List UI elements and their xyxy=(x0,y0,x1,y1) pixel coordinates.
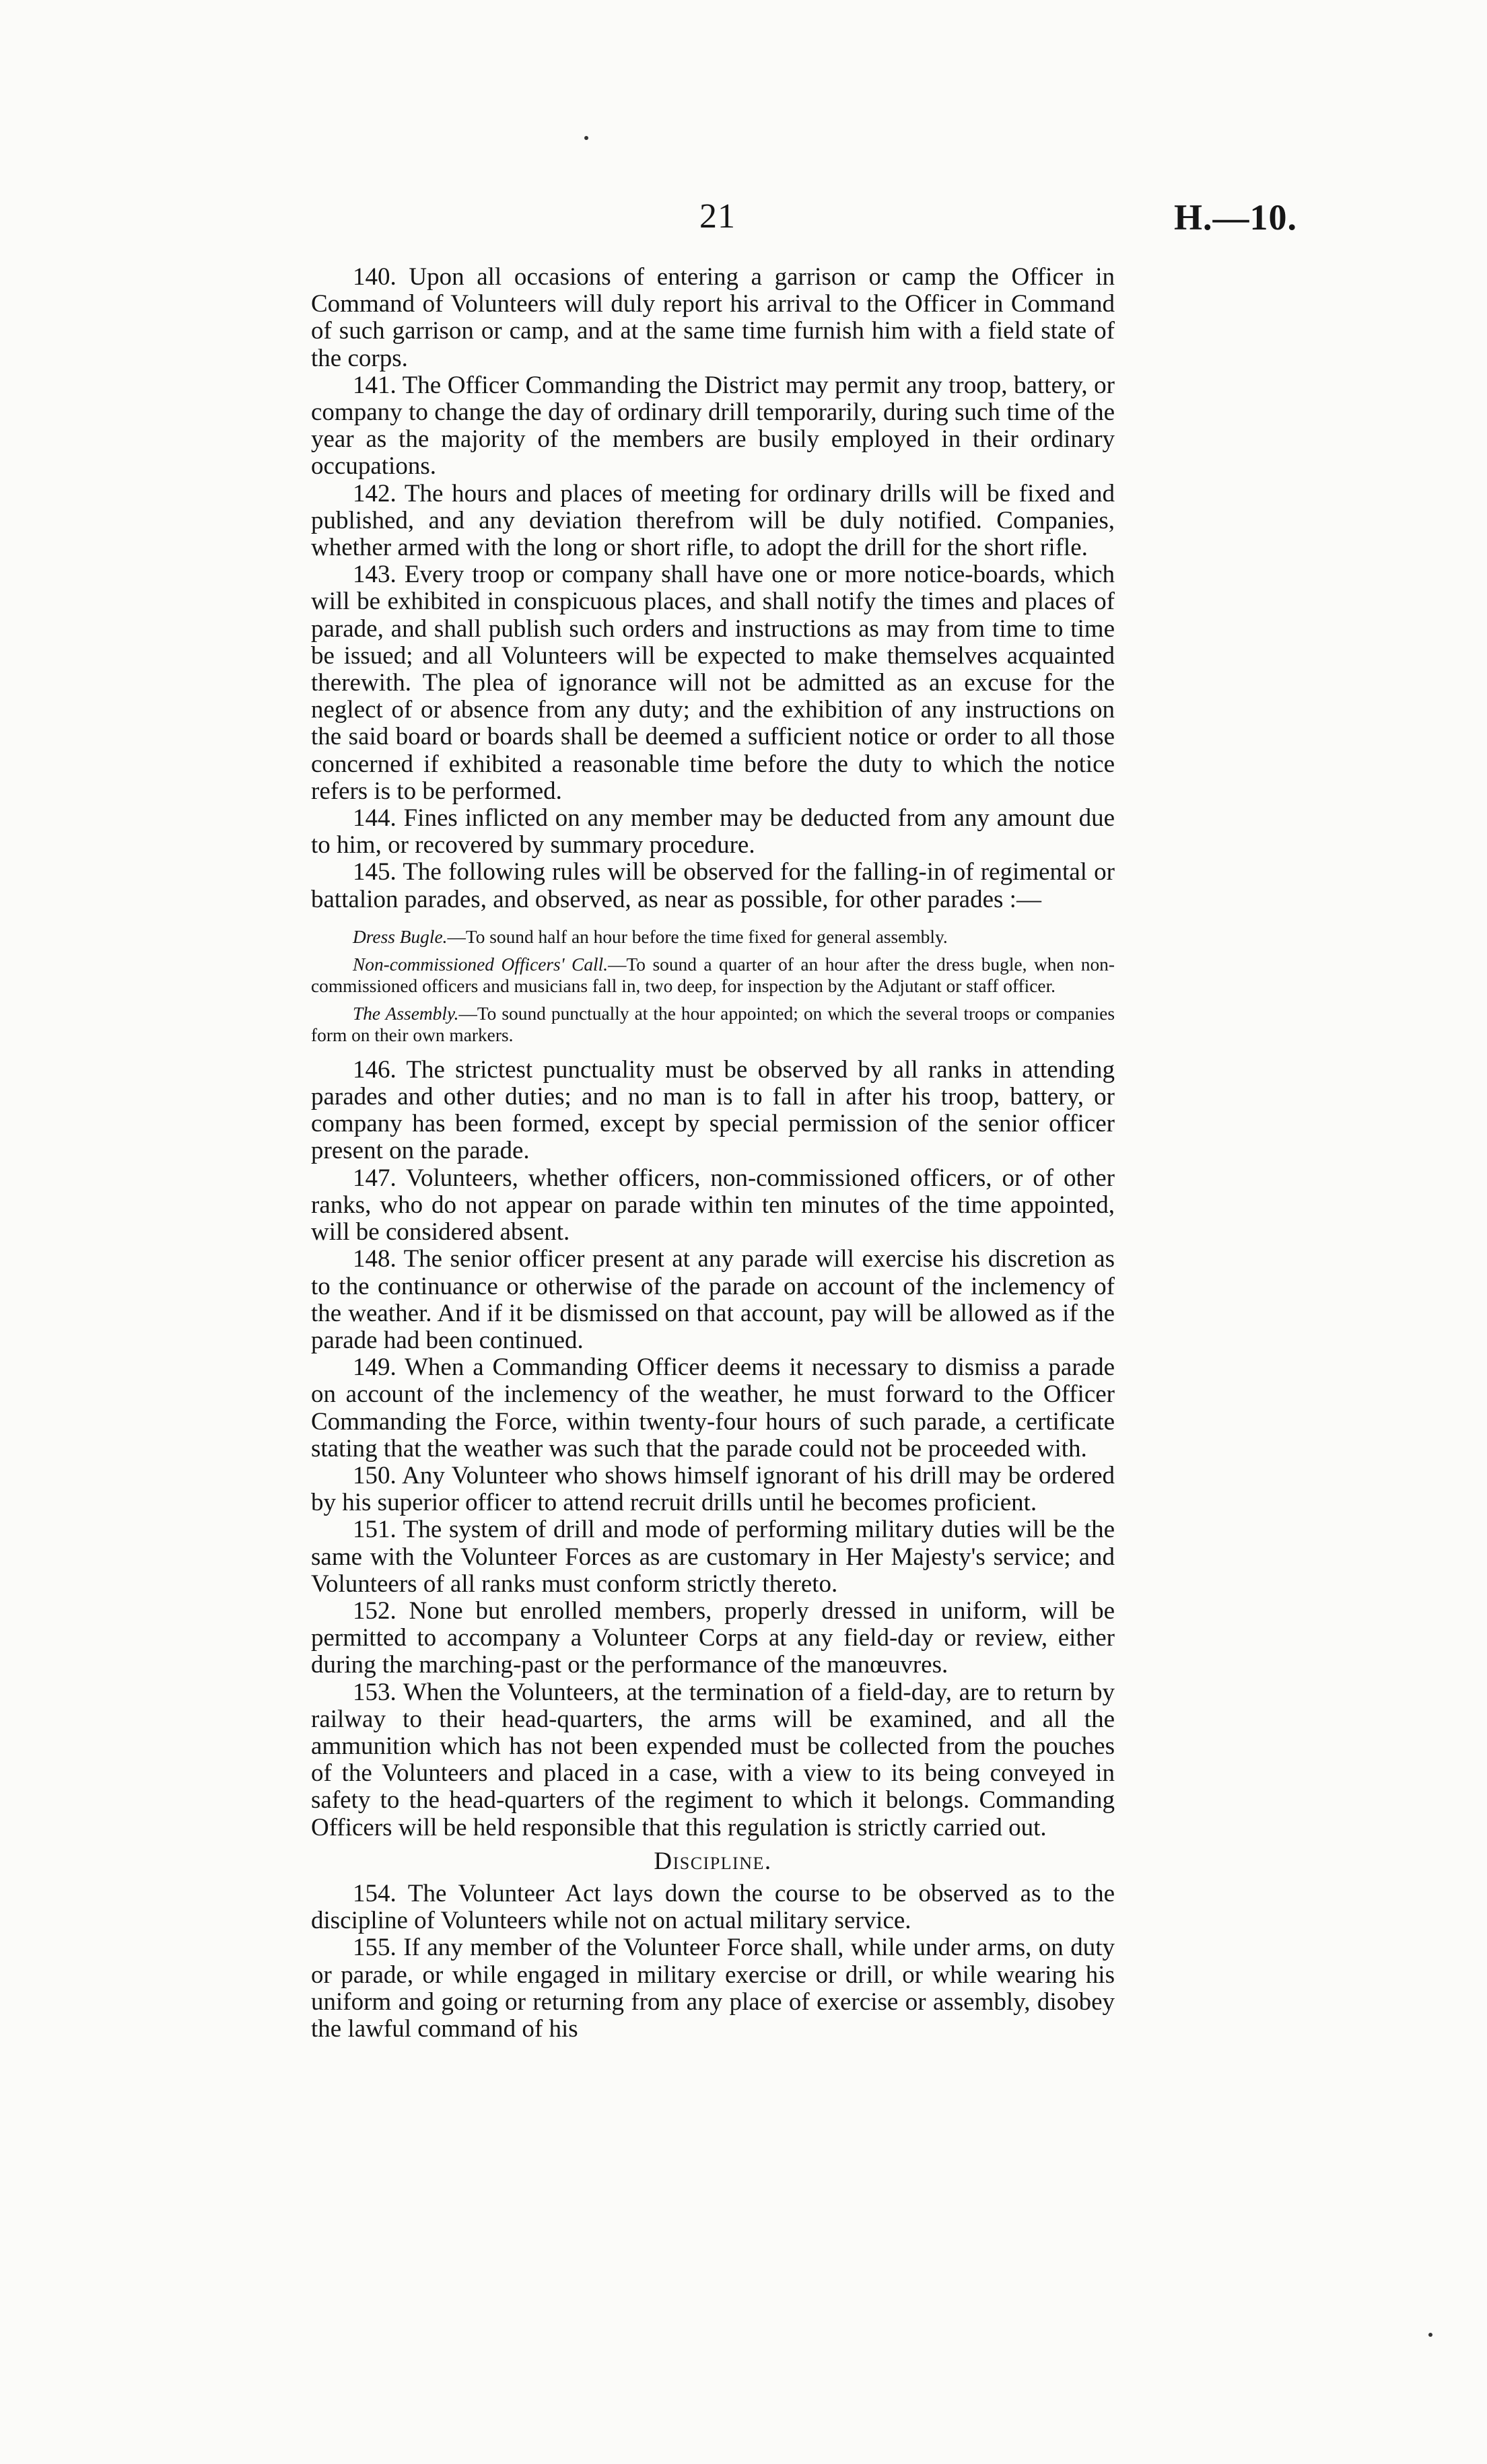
page-number: 21 xyxy=(699,197,736,236)
paragraph-text: When a Commanding Officer deems it necessary to dismiss a parade on account of the inclemency of the weather, he must forward to the Officer Commanding the Force, within twenty-four hours of such parade, a certificate stating that the weather was such that the parade could not be proceeded with. xyxy=(311,1353,1115,1463)
paragraph-number: 145. xyxy=(353,858,396,886)
call-nco xyxy=(311,954,1115,997)
paragraph-text: If any member of the Volunteer Force shall, while under arms, on duty or parade, or while engaged in military exercise or drill, or while wearing his uniform and going or returning from any place of exercise or assembly, disobey the lawful command of his xyxy=(311,1934,1115,2043)
call-name: Non-commissioned Officers' Call. xyxy=(353,954,609,975)
paragraph-text: The system of drill and mode of performing military duties will be the same with the Volunteer Forces as are customary in Her Majesty's service; and Volunteers of all ranks must conform strictly thereto. xyxy=(311,1516,1115,1598)
paragraph-text: When the Volunteers, at the termination of a field-day, are to return by railway to their head-quarters, the arms will be examined, and all the ammunition which has not been expended must be collected from the pouches of the Volunteers and placed in a case, with a view to its being conveyed in safety to the head-quarters of the regiment to which it belongs. Commanding Officers will be held responsible that this regulation is strictly carried out. xyxy=(311,1678,1115,1841)
print-speck xyxy=(1428,2333,1432,2337)
body-text xyxy=(311,264,1115,2043)
print-speck xyxy=(584,136,588,140)
call-text: —To sound half an hour before the time fixed for general assembly. xyxy=(447,926,948,947)
paragraph-154 xyxy=(311,1880,1115,1934)
paragraph-text: Upon all occasions of entering a garrison or camp the Officer in Command of Volunteers will duly report his arrival to the Officer in Command of such garrison or camp, and at the same time furnish him with a field state of the corps. xyxy=(311,263,1115,372)
paragraph-number: 153. xyxy=(353,1678,396,1706)
paragraph-145 xyxy=(311,859,1115,913)
paragraph-number: 150. xyxy=(353,1461,396,1489)
paragraph-153 xyxy=(311,1679,1115,1841)
paragraph-number: 155. xyxy=(353,1934,396,1962)
paragraph-148 xyxy=(311,1246,1115,1354)
paragraph-143 xyxy=(311,561,1115,805)
call-text: —To sound punctually at the hour appointed; on which the several troops or companies form on their own markers. xyxy=(311,1003,1115,1045)
paragraph-text: The following rules will be observed for the falling-in of regimental or battalion parades, and observed, as near as possible, for other parades :— xyxy=(311,858,1115,913)
paragraph-text: The strictest punctuality must be observed by all ranks in attending parades and other duties; and no man is to fall in after his troop, battery, or company has been formed, except by special permission of the senior officer present on the parade. xyxy=(311,1055,1115,1165)
paragraph-number: 148. xyxy=(353,1245,396,1273)
paragraph-number: 144. xyxy=(353,804,396,833)
document-reference: H.—10. xyxy=(1173,197,1297,238)
paragraph-number: 140. xyxy=(353,263,396,291)
paragraph-number: 149. xyxy=(353,1353,396,1382)
paragraph-number: 151. xyxy=(353,1516,396,1544)
paragraph-144 xyxy=(311,805,1115,859)
paragraph-141 xyxy=(311,372,1115,481)
bugle-calls xyxy=(311,926,1115,1046)
paragraph-number: 141. xyxy=(353,371,396,399)
paragraph-142 xyxy=(311,481,1115,562)
paragraph-155 xyxy=(311,1934,1115,2043)
paragraph-147 xyxy=(311,1165,1115,1246)
paragraph-number: 146. xyxy=(353,1055,396,1084)
paragraph-number: 147. xyxy=(353,1164,396,1192)
paragraph-number: 152. xyxy=(353,1596,396,1625)
paragraph-number: 143. xyxy=(353,561,396,589)
paragraph-149 xyxy=(311,1354,1115,1463)
paragraph-150 xyxy=(311,1463,1115,1516)
paragraph-text: The senior officer present at any parade will exercise his discretion as to the continuance or otherwise of the parade on account of the inclemency of the weather. And if it be dismissed on that account, pay will be allowed as if the parade had been continued. xyxy=(311,1245,1115,1354)
paragraph-number: 154. xyxy=(353,1879,396,1907)
call-name: The Assembly. xyxy=(353,1003,459,1024)
paragraph-151 xyxy=(311,1516,1115,1598)
paragraph-146 xyxy=(311,1057,1115,1165)
paragraph-number: 142. xyxy=(353,479,396,507)
call-name: Dress Bugle. xyxy=(353,926,448,947)
paragraph-text: The Officer Commanding the District may permit any troop, battery, or company to change the day of ordinary drill temporarily, during such time of the year as the majority of the members are busily employed in their ordinary occupations. xyxy=(311,371,1115,481)
paragraph-text: The hours and places of meeting for ordinary drills will be fixed and published, and any deviation therefrom will be duly notified. Companies, whether armed with the long or short rifle, to adopt the drill for the short rifle. xyxy=(311,479,1115,562)
paragraph-text: The Volunteer Act lays down the course to be observed as to the discipline of Volunteers while not on actual military service. xyxy=(311,1879,1115,1935)
paragraph-text: Volunteers, whether officers, non-commissioned officers, or of other ranks, who do not appear on parade within ten minutes of the time appointed, will be considered absent. xyxy=(311,1164,1115,1246)
paragraph-text: Fines inflicted on any member may be deducted from any amount due to him, or recovered by summary procedure. xyxy=(311,804,1115,859)
paragraph-text: Every troop or company shall have one or more notice-boards, which will be exhibited in conspicuous places, and shall notify the times and places of parade, and shall publish such orders and instructions as may from time to time be issued; and all Volunteers will be expected to make themselves acquainted therewith. The plea of ignorance will not be admitted as an excuse for the neglect of or absence from any duty; and the exhibition of any instructions on the said board or boards shall be deemed a sufficient notice or order to all those concerned if exhibited a reasonable time before the duty to which the notice refers is to be performed. xyxy=(311,561,1115,805)
call-assembly xyxy=(311,1003,1115,1046)
paragraph-text: Any Volunteer who shows himself ignorant of his drill may be ordered by his superior officer to attend recruit drills until he becomes proficient. xyxy=(311,1461,1115,1517)
call-dress-bugle xyxy=(311,926,1115,948)
paragraph-text: None but enrolled members, properly dressed in uniform, will be permitted to accompany a Volunteer Corps at any field-day or review, either during the marching-past or the performance of the manœuvres. xyxy=(311,1596,1115,1679)
call-text: —To sound a quarter of an hour after the dress bugle, when non-commissioned officers and musicians fall in, two deep, for inspection by the Adjutant or staff officer. xyxy=(311,954,1115,996)
paragraph-152 xyxy=(311,1598,1115,1679)
paragraph-140 xyxy=(311,264,1115,372)
section-heading-discipline: Discipline. xyxy=(654,1847,772,1875)
